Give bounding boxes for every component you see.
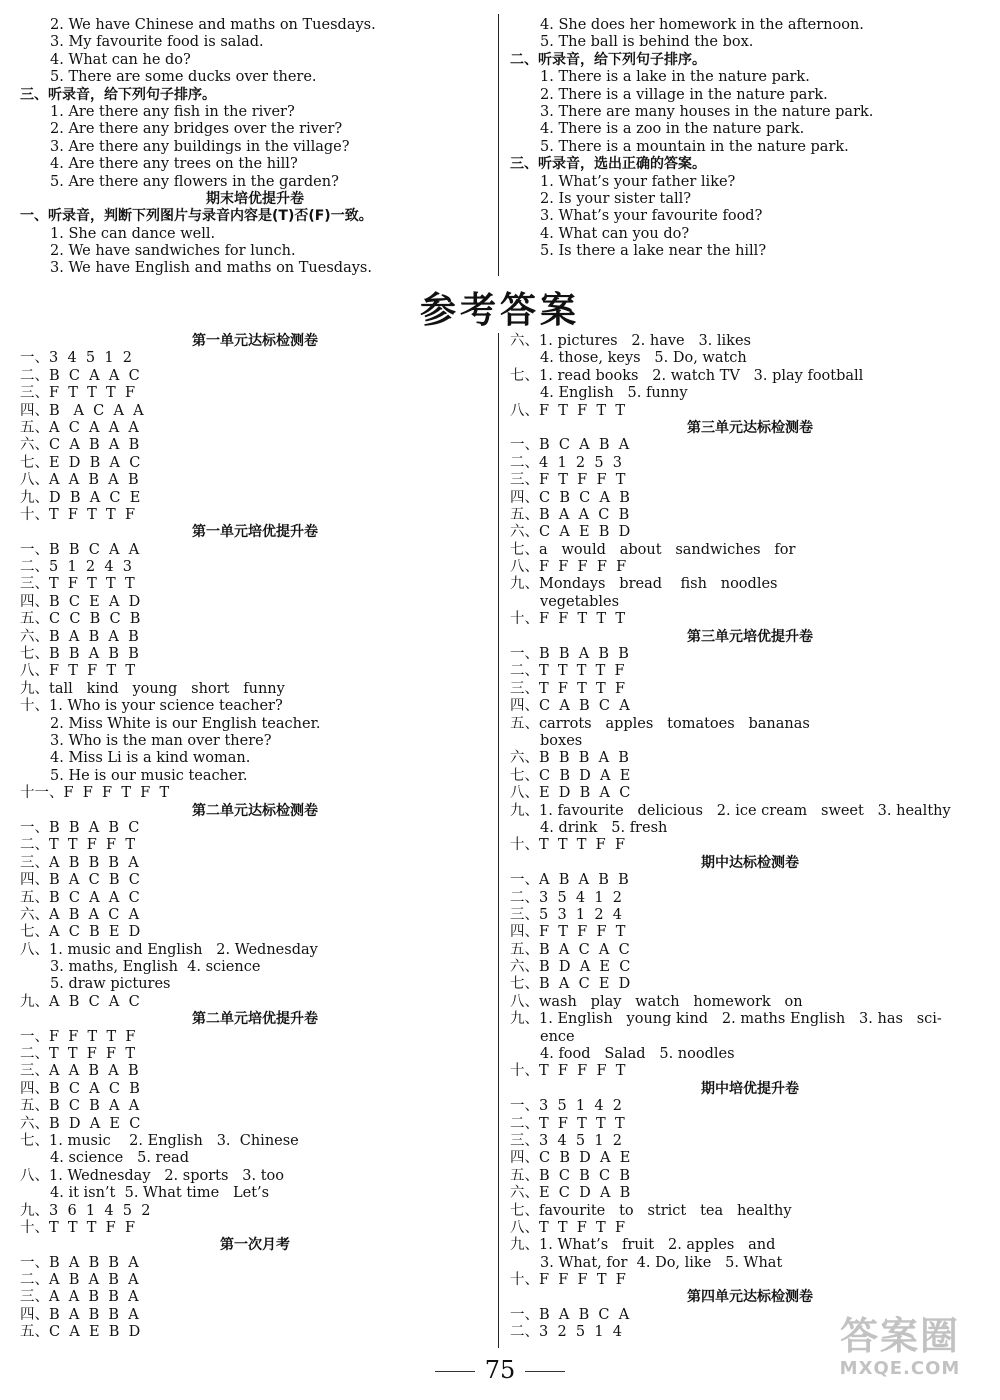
text-line: 2. Are there any bridges over the river?: [50, 121, 343, 138]
text-line: 六、C A B A B: [20, 437, 140, 454]
text-line: 1. What’s your father like?: [540, 173, 736, 190]
text-line: 六、C A E B D: [510, 524, 631, 541]
text-line: 3. Are there any buildings in the village?: [50, 138, 350, 155]
text-line: 一、B C A B A: [510, 437, 630, 454]
text-line: 2. There is a village in the nature park.: [540, 86, 828, 103]
section-heading: 第三单元达标检测卷: [687, 419, 813, 436]
text-line: 4. What can you do?: [540, 225, 690, 242]
text-line: 八、F T F T T: [510, 402, 626, 419]
text-line: 四、B A C B C: [20, 872, 140, 889]
answers-right-column: [510, 333, 990, 1342]
text-line: 2. We have sandwiches for lunch.: [50, 243, 296, 260]
text-line: 五、A C A A A: [20, 419, 139, 436]
text-line: 3. We have English and maths on Tuesdays.: [50, 260, 372, 277]
text-line: 4. it isn’t 5. What time Let’s: [50, 1185, 270, 1202]
text-line: 1. There is a lake in the nature park.: [540, 69, 810, 86]
text-line: 八、F T F T T: [20, 663, 136, 680]
text-line: 三、5 3 1 2 4: [510, 906, 622, 923]
watermark-text: 答案圈: [839, 1314, 960, 1358]
text-line: 四、C B D A E: [510, 1150, 631, 1167]
text-line: 九、D B A C E: [20, 489, 141, 506]
text-line: 4. English 5. funny: [540, 385, 688, 402]
text-line: 八、T T F T F: [510, 1219, 626, 1236]
text-line: 四、C B C A B: [510, 489, 630, 506]
text-line: 三、A A B A B: [20, 1063, 139, 1080]
text-line: boxes: [540, 732, 583, 749]
section-heading: 第一次月考: [220, 1237, 290, 1254]
text-line: 1. She can dance well.: [50, 225, 216, 242]
text-line: 一、A B A B B: [510, 872, 629, 889]
text-line: 九、3 6 1 4 5 2: [20, 1202, 151, 1219]
text-line: 5. There is a mountain in the nature park.: [540, 138, 849, 155]
page-dash-left: [435, 1371, 475, 1372]
text-line: 六、1. pictures 2. have 3. likes: [510, 333, 751, 349]
text-line: 3. My favourite food is salad.: [50, 34, 264, 51]
section-heading: 第二单元培优提升卷: [192, 1011, 318, 1028]
text-line: 4. Miss Li is a kind woman.: [50, 750, 251, 767]
text-line: 六、B D A E C: [20, 1115, 141, 1132]
text-line: 5. He is our music teacher.: [50, 767, 248, 784]
text-line: 5. Is there a lake near the hill?: [540, 243, 767, 260]
text-line: 八、A A B A B: [20, 472, 139, 489]
text-line: 十、F F T T T: [510, 611, 626, 628]
text-line: 十、T T T F F: [510, 837, 626, 854]
text-line: 2. We have Chinese and maths on Tuesdays.: [50, 17, 376, 33]
text-line: 四、B A B B A: [20, 1306, 139, 1323]
text-line: 5. There are some ducks over there.: [50, 69, 317, 86]
text-line: ence: [540, 1028, 575, 1045]
text-line: 七、1. read books 2. watch TV 3. play football: [510, 367, 864, 384]
text-line: 七、a would about sandwiches for: [510, 541, 796, 558]
watermark-logo: [810, 1314, 990, 1394]
text-line: 三、A A B B A: [20, 1289, 139, 1306]
text-line: 九、A B C A C: [20, 993, 140, 1010]
text-line: 3. What’s your favourite food?: [540, 208, 763, 225]
text-line: 5. The ball is behind the box.: [540, 34, 754, 51]
section-heading: 期中达标检测卷: [701, 854, 799, 871]
text-line: 五、C A E B D: [20, 1324, 141, 1341]
text-line: 四、F T F F T: [510, 924, 626, 941]
text-line: 十、1. Who is your science teacher?: [20, 698, 283, 715]
text-line: 七、B A C E D: [510, 976, 631, 993]
text-line: 三、3 4 5 1 2: [510, 1132, 622, 1149]
text-line: 1. Are there any fish in the river?: [50, 103, 295, 120]
text-line: 4. Are there any trees on the hill?: [50, 156, 298, 173]
text-line: 五、B C A A C: [20, 889, 140, 906]
column-divider-top: [498, 14, 499, 276]
text-line: 七、C B D A E: [510, 767, 631, 784]
text-line: 3. What, for 4. Do, like 5. What: [540, 1254, 783, 1271]
text-line: 三、F T F F T: [510, 472, 626, 489]
question-heading: 二、听录音，给下列句子排序。: [510, 51, 706, 68]
text-line: 3. There are many houses in the nature park.: [540, 103, 874, 120]
text-line: 八、E D B A C: [510, 785, 631, 802]
text-line: 三、F T T T F: [20, 385, 136, 402]
text-line: 五、B C B A A: [20, 1098, 140, 1115]
text-line: 七、B B A B B: [20, 646, 139, 663]
text-line: 五、B A C A C: [510, 941, 630, 958]
text-line: 十一、F F F T F T: [20, 785, 170, 802]
text-line: 2. Miss White is our English teacher.: [50, 715, 321, 732]
page-number: 75: [484, 1356, 516, 1384]
top-right-column: [510, 17, 990, 260]
text-line: 一、3 4 5 1 2: [20, 350, 132, 367]
text-line: 一、F F T T F: [20, 1028, 136, 1045]
text-line: 二、A B A B A: [20, 1272, 139, 1289]
text-line: 4. those, keys 5. Do, watch: [540, 350, 747, 367]
text-line: 九、1. What’s fruit 2. apples and: [510, 1237, 776, 1254]
text-line: 一、B B A B C: [20, 819, 140, 836]
text-line: 二、T T T T F: [510, 663, 625, 680]
text-line: 八、1. music and English 2. Wednesday: [20, 941, 318, 958]
text-line: 5. Are there any flowers in the garden?: [50, 173, 339, 190]
text-line: 九、Mondays bread fish noodles: [510, 576, 778, 593]
text-line: 三、T F T T F: [510, 680, 626, 697]
column-divider-bottom: [498, 333, 499, 1348]
text-line: 3. Who is the man over there?: [50, 732, 272, 749]
answers-title: 参考答案: [419, 290, 580, 331]
text-line: 十、F F F T F: [510, 1272, 626, 1289]
text-line: 一、B B C A A: [20, 541, 140, 558]
text-line: 二、T F T T T: [510, 1115, 625, 1132]
text-line: 4. science 5. read: [50, 1150, 189, 1167]
text-line: 五、C C B C B: [20, 611, 141, 628]
text-line: 三、T F T T T: [20, 576, 135, 593]
text-line: 十、T T T F F: [20, 1219, 136, 1236]
section-heading: 第一单元培优提升卷: [192, 524, 318, 541]
question-heading: 三、听录音，给下列句子排序。: [20, 86, 216, 103]
text-line: 四、B C A C B: [20, 1080, 140, 1097]
text-line: vegetables: [540, 593, 620, 610]
answers-left-column: [20, 333, 490, 1342]
text-line: 七、E D B A C: [20, 454, 141, 471]
text-line: 四、B C E A D: [20, 593, 141, 610]
section-heading: 第一单元达标检测卷: [192, 333, 318, 349]
text-line: 4. What can he do?: [50, 51, 191, 68]
text-line: 4. She does her homework in the afternoon.: [540, 17, 864, 33]
text-line: 九、1. favourite delicious 2. ice cream sweet 3. healthy: [510, 802, 951, 819]
text-line: 六、B D A E C: [510, 959, 631, 976]
text-line: 5. draw pictures: [50, 976, 171, 993]
text-line: 二、4 1 2 5 3: [510, 454, 622, 471]
watermark-url: MXQE.COM: [839, 1358, 961, 1379]
text-line: 一、B A B C A: [510, 1306, 630, 1323]
question-heading: 一、听录音，判断下列图片与录音内容是(T)否(F)一致。: [20, 208, 373, 225]
text-line: 八、wash play watch homework on: [510, 993, 803, 1010]
text-line: 十、T F F F T: [510, 1063, 626, 1080]
text-line: 二、T T F F T: [20, 1046, 136, 1063]
top-left-column: [20, 17, 490, 278]
section-heading: 第二单元达标检测卷: [192, 802, 318, 819]
text-line: 五、B C B C B: [510, 1167, 631, 1184]
question-heading: 三、听录音，选出正确的答案。: [510, 156, 706, 173]
text-line: 九、tall kind young short funny: [20, 680, 285, 697]
text-line: 四、B A C A A: [20, 402, 144, 419]
text-line: 二、5 1 2 4 3: [20, 559, 132, 576]
text-line: 八、F F F F F: [510, 559, 627, 576]
text-line: 二、3 2 5 1 4: [510, 1324, 622, 1341]
section-heading: 期中培优提升卷: [701, 1080, 799, 1097]
text-line: 四、C A B C A: [510, 698, 630, 715]
text-line: 三、A B B B A: [20, 854, 139, 871]
text-line: 3. maths, English 4. science: [50, 959, 261, 976]
text-line: 八、1. Wednesday 2. sports 3. too: [20, 1167, 284, 1184]
text-line: 六、E C D A B: [510, 1185, 631, 1202]
text-line: 一、B B A B B: [510, 646, 629, 663]
text-line: 十、T F T T F: [20, 506, 136, 523]
section-heading: 第三单元培优提升卷: [687, 628, 813, 645]
page-dash-right: [525, 1371, 565, 1372]
text-line: 二、3 5 4 1 2: [510, 889, 622, 906]
text-line: 七、1. music 2. English 3. Chinese: [20, 1132, 299, 1149]
text-line: 九、1. English young kind 2. maths English 3. has sci-: [510, 1011, 942, 1028]
text-line: 五、carrots apples tomatoes bananas: [510, 715, 810, 732]
text-line: 六、B B B A B: [510, 750, 629, 767]
text-line: 一、3 5 1 4 2: [510, 1098, 622, 1115]
text-line: 2. Is your sister tall?: [540, 190, 692, 207]
text-line: 七、A C B E D: [20, 924, 141, 941]
text-line: 五、B A A C B: [510, 506, 630, 523]
text-line: 4. There is a zoo in the nature park.: [540, 121, 805, 138]
text-line: 二、T T F F T: [20, 837, 136, 854]
section-heading: 期末培优提升卷: [206, 190, 304, 207]
text-line: 六、A B A C A: [20, 906, 140, 923]
text-line: 4. food Salad 5. noodles: [540, 1046, 735, 1063]
section-heading: 第四单元达标检测卷: [687, 1289, 813, 1306]
text-line: 一、B A B B A: [20, 1254, 139, 1271]
text-line: 二、B C A A C: [20, 367, 140, 384]
text-line: 六、B A B A B: [20, 628, 139, 645]
text-line: 4. drink 5. fresh: [540, 819, 668, 836]
text-line: 七、favourite to strict tea healthy: [510, 1202, 792, 1219]
